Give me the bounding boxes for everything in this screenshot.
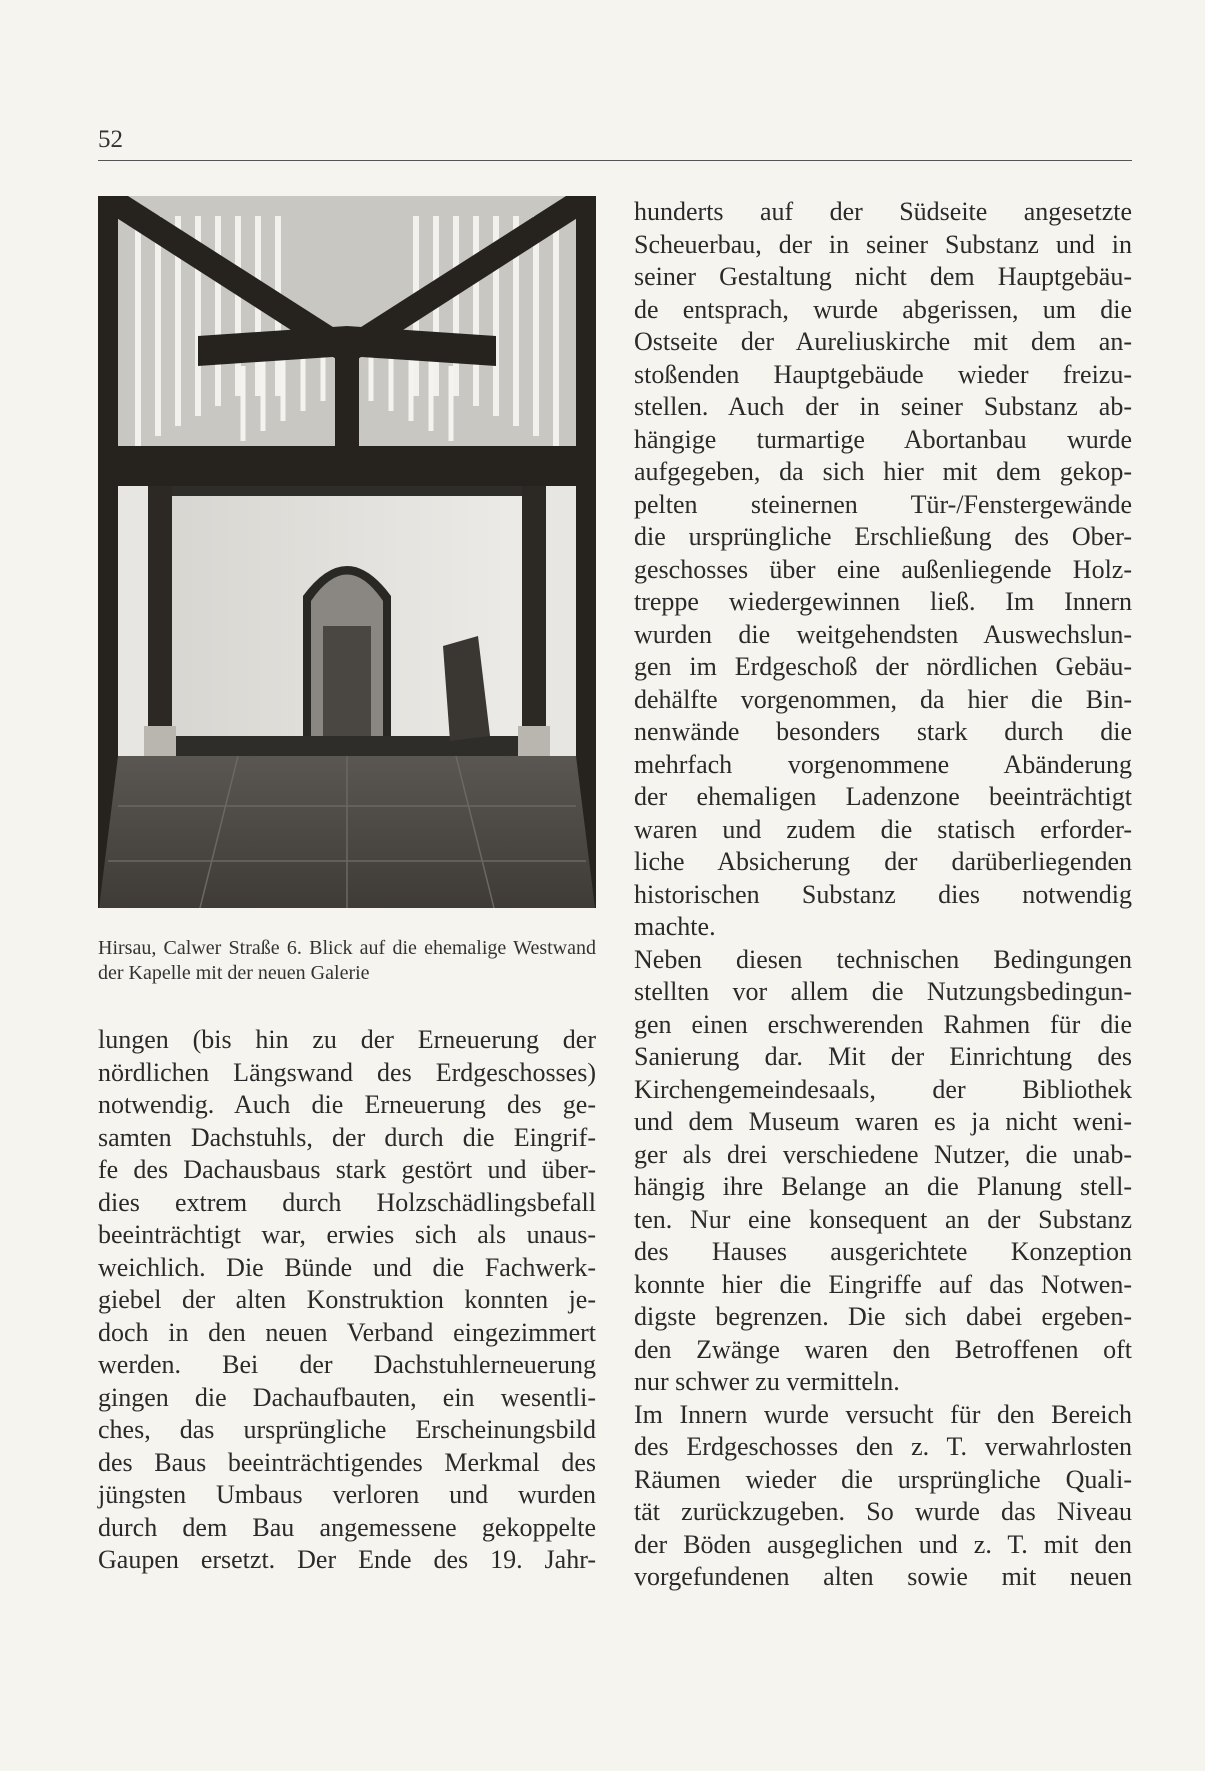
text-line: des Hauses ausgerichtete Konzeption — [634, 1237, 1132, 1266]
text-line: gen einen erschwerenden Rahmen für die — [634, 1009, 1132, 1039]
text-line: gingen die Dachaufbauten, ein wesentli- — [98, 1382, 596, 1412]
text-line: geschosses über eine außenliegende Holz- — [634, 554, 1132, 584]
text-line: Neben diesen technischen Bedingungen — [634, 944, 1132, 974]
text-line: tät zurückzugeben. So wurde das Niveau — [634, 1497, 1132, 1526]
text-line: die ursprüngliche Erschließung des Ober- — [634, 522, 1132, 551]
text-line: durch dem Bau angemessene gekoppelte — [98, 1512, 596, 1542]
text-line: machte. — [634, 912, 716, 941]
right-column — [634, 196, 1132, 1594]
text-line: Sanierung dar. Mit der Einrichtung des — [634, 1042, 1132, 1071]
left-column-text — [98, 1024, 596, 1577]
header-rule — [98, 160, 1132, 161]
text-line: jüngsten Umbaus verloren und wurden — [98, 1480, 596, 1509]
text-line: seiner Gestaltung nicht dem Hauptgebäu- — [634, 262, 1132, 291]
text-line: hängig ihre Belange an die Planung stell- — [634, 1172, 1132, 1201]
text-line: gen im Erdgeschoß der nördlichen Gebäu- — [634, 652, 1132, 681]
text-line: Im Innern wurde versucht für den Bereich — [634, 1399, 1132, 1429]
text-line: stoßenden Hauptgebäude wieder freizu- — [634, 359, 1132, 389]
text-line: lungen (bis hin zu der Erneuerung der — [98, 1025, 596, 1054]
text-line: hunderts auf der Südseite angesetzte — [634, 197, 1132, 226]
text-line: des Erdgeschosses den z. T. verwahrlosten — [634, 1432, 1132, 1461]
text-line: weichlich. Die Bünde und die Fachwerk- — [98, 1252, 596, 1282]
text-line: treppe wiedergewinnen ließ. Im Innern — [634, 587, 1132, 616]
text-line: giebel der alten Konstruktion konnten je- — [98, 1285, 596, 1314]
text-line: samten Dachstuhls, der durch die Eingrif- — [98, 1122, 596, 1152]
text-line: konnte hier die Eingriffe auf das Notwen- — [634, 1269, 1132, 1299]
right-column-text — [634, 196, 1132, 1594]
text-line: mehrfach vorgenommene Abänderung — [634, 749, 1132, 779]
text-line: dehälfte vorgenommen, da hier die Bin- — [634, 684, 1132, 714]
text-line: doch in den neuen Verband eingezimmert — [98, 1317, 596, 1347]
text-line: Ostseite der Aureliuskirche mit dem an- — [634, 327, 1132, 356]
text-line: Räumen wieder die ursprüngliche Quali- — [634, 1464, 1132, 1494]
text-line: dies extrem durch Holzschädlingsbefall — [98, 1187, 596, 1217]
text-line: Kirchengemeindesaals, der Bibliothek — [634, 1074, 1132, 1104]
left-column — [98, 196, 596, 1577]
text-line: hängige turmartige Abortanbau wurde — [634, 424, 1132, 454]
text-line: ten. Nur eine konsequent an der Substanz — [634, 1204, 1132, 1234]
text-line: wurden die weitgehendsten Auswechslun- — [634, 619, 1132, 649]
text-line: historischen Substanz dies notwendig — [634, 879, 1132, 909]
text-line: de entsprach, wurde abgerissen, um die — [634, 294, 1132, 324]
text-line: der ehemaligen Ladenzone beeinträchtigt — [634, 782, 1132, 811]
text-line: notwendig. Auch die Erneuerung des ge- — [98, 1090, 596, 1119]
text-line: stellten vor allem die Nutzungsbedingun- — [634, 977, 1132, 1006]
figure-caption: Hirsau, Calwer Straße 6. Blick auf die ehemalige Westwand der Kapelle mit der neuen Galerie — [98, 937, 596, 984]
text-line: waren und zudem die statisch erforder- — [634, 814, 1132, 844]
text-line: beeinträchtigt war, erwies sich als unaus- — [98, 1220, 596, 1249]
text-line: der Böden ausgeglichen und z. T. mit den — [634, 1529, 1132, 1559]
page-number: 52 — [98, 126, 123, 153]
text-line: ger als drei verschiedene Nutzer, die unab- — [634, 1139, 1132, 1169]
text-line: stellen. Auch der in seiner Substanz ab- — [634, 392, 1132, 421]
text-line: Scheuerbau, der in seiner Substanz und in — [634, 229, 1132, 259]
text-line: und dem Museum waren es ja nicht weni- — [634, 1107, 1132, 1136]
text-line: vorgefundenen alten sowie mit neuen — [634, 1562, 1132, 1591]
text-line: fe des Dachausbaus stark gestört und über- — [98, 1155, 596, 1184]
text-line: nördlichen Längswand des Erdgeschosses) — [98, 1057, 596, 1087]
text-line: nenwände besonders stark durch die — [634, 717, 1132, 746]
text-line: den Zwänge waren den Betroffenen oft — [634, 1334, 1132, 1364]
text-line: des Baus beeinträchtigendes Merkmal des — [98, 1447, 596, 1477]
text-line: digste begrenzen. Die sich dabei ergeben- — [634, 1302, 1132, 1331]
text-line: Gaupen ersetzt. Der Ende des 19. Jahr- — [98, 1545, 596, 1574]
gallery-photo — [98, 196, 596, 916]
text-line: ches, das ursprüngliche Erscheinungsbild — [98, 1415, 596, 1444]
text-line: liche Absicherung der darüberliegenden — [634, 847, 1132, 876]
text-line: pelten steinernen Tür-/Fenstergewände — [634, 489, 1132, 519]
text-line: werden. Bei der Dachstuhlerneuerung — [98, 1350, 596, 1379]
text-line: aufgegeben, da sich hier mit dem gekop- — [634, 457, 1132, 486]
text-line: nur schwer zu vermitteln. — [634, 1367, 900, 1396]
